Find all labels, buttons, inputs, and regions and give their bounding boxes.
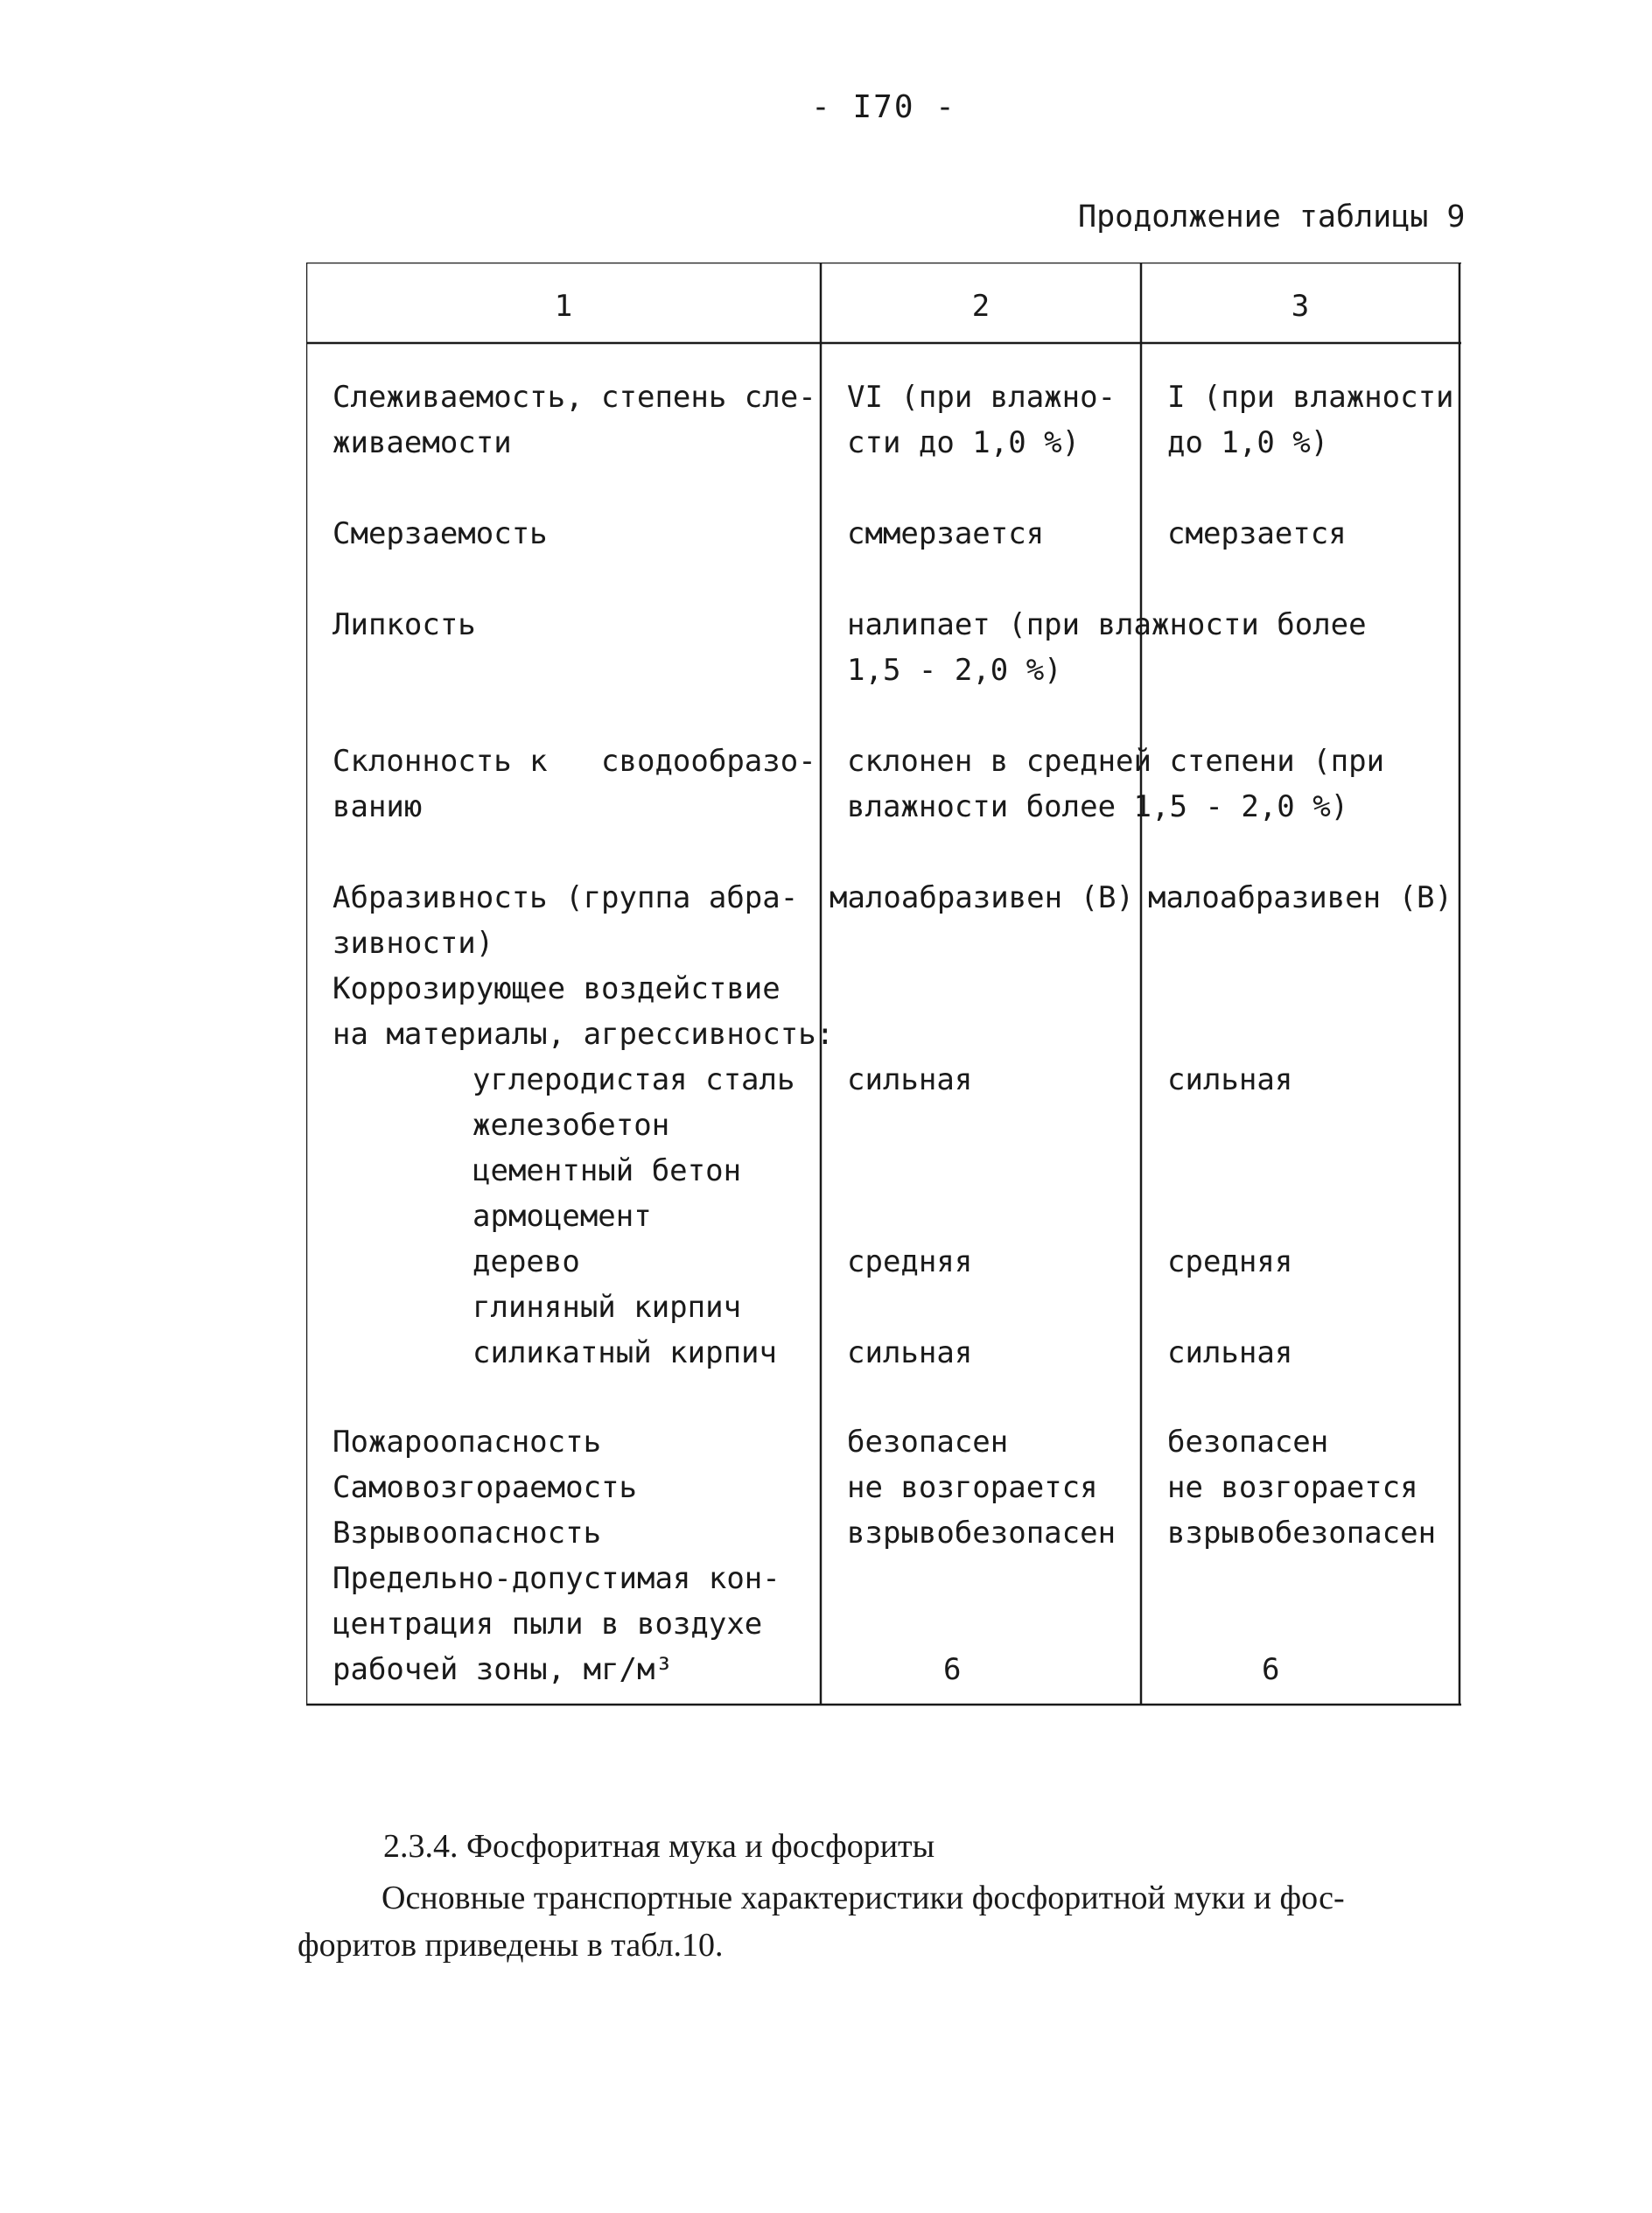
row-carbon-steel-label: углеродистая сталь [472,1062,795,1097]
row-fire-hazard-col2: безопасен [847,1425,1009,1460]
row-reinforced-concrete-label: железобетон [472,1108,670,1143]
row-carbon-steel-col2: сильная [847,1062,973,1097]
row-self-ignition-col3: не возгорается [1167,1470,1418,1505]
data-table [306,263,1461,1706]
row-dust-limit-label: Предельно-допустимая кон- центрация пыли в воздухе рабочей зоны, мг/м³ [332,1561,780,1687]
row-stickiness-label: Липкость [332,607,476,642]
row-self-ignition-col2: не возгорается [847,1470,1098,1505]
row-self-ignition-label: Самовозгораемость [332,1470,637,1505]
row-clay-brick-label: глиняный кирпич [472,1290,742,1325]
column-header-2: 2 [971,289,990,324]
row-silicate-brick-col3: сильная [1167,1335,1293,1370]
row-caking-label: Слеживаемость, степень сле- живаемости [332,380,816,460]
row-explosion-hazard-col2: взрывобезопасен [847,1516,1116,1551]
column-header-3: 3 [1291,289,1310,324]
row-corrosion-label: Коррозирующее воздействие на материалы, агрессивность: [332,971,835,1052]
row-wood-col3: средняя [1167,1244,1293,1279]
row-abrasiveness-label: Абразивность (группа абра- зивности) [332,880,799,961]
row-caking-col2: VI (при влажно- сти до 1,0 %) [847,380,1116,460]
row-ferrocement-label: армоцемент [472,1199,652,1234]
row-freezing-label: Смерзаемость [332,516,548,551]
row-fire-hazard-col3: безопасен [1167,1425,1329,1460]
table-caption: Продолжение таблицы 9 [1078,200,1466,235]
row-fire-hazard-label: Пожароопасность [332,1425,602,1460]
column-header-1: 1 [554,289,573,324]
row-explosion-hazard-col3: взрывобезопасен [1167,1516,1437,1551]
section-heading: 2.3.4. Фосфоритная мука и фосфориты [383,1828,935,1865]
row-carbon-steel-col3: сильная [1167,1062,1293,1097]
row-dust-limit-col2: 6 [943,1652,962,1687]
row-freezing-col2: сммерзается [847,516,1045,551]
row-stickiness-value: налипает (при влажности более 1,5 - 2,0 %) [847,607,1367,688]
row-caking-col3: I (при влажности до 1,0 %) [1167,380,1454,460]
paragraph-line-1: Основные транспортные характеристики фосфоритной муки и фос- [382,1880,1345,1916]
row-dust-limit-col3: 6 [1262,1652,1280,1687]
row-wood-col2: средняя [847,1244,973,1279]
page-number: - I70 - [811,89,956,125]
row-silicate-brick-label: силикатный кирпич [472,1335,777,1370]
row-explosion-hazard-label: Взрывоопасность [332,1516,602,1551]
row-abrasiveness-col2: малоабразивен (В) [830,880,1134,915]
row-wood-label: дерево [472,1244,580,1279]
paragraph-line-2: форитов приведены в табл.10. [298,1927,724,1964]
row-abrasiveness-col3: малоабразивен (В) [1148,880,1452,915]
row-freezing-col3: смерзается [1167,516,1347,551]
row-silicate-brick-col2: сильная [847,1335,973,1370]
section-paragraph [298,1874,1470,1969]
row-cement-concrete-label: цементный бетон [472,1153,742,1188]
row-arching-label: Склонность к сводообразо- ванию [332,744,816,824]
row-arching-value: склонен в средней степени (при влажности более 1,5 - 2,0 %) [847,744,1385,824]
